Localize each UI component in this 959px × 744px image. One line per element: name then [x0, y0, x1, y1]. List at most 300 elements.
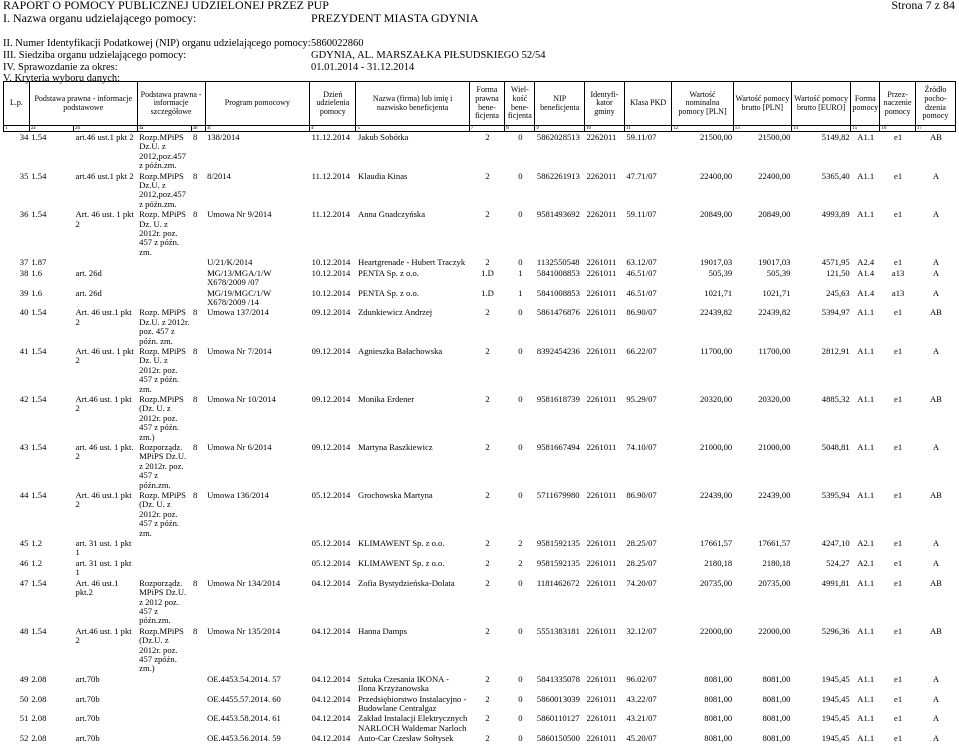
cell-basis-article: Art.46 ust. 1 pkt 2 [74, 626, 138, 674]
cell-nominal: 22439,00 [672, 490, 733, 538]
cell-purpose: e1 [880, 674, 916, 694]
cell-size: 0 [505, 132, 535, 171]
cell-date: 04.12.2014 [310, 733, 356, 743]
cell-gross-eur: 1945,45 [791, 694, 850, 714]
cell-beneficiary: Auto-Car Czesław Sołtysek [356, 733, 469, 743]
cell-beneficiary: Zakład Instalacji Elektrycznych NARLOCH Waldemar Narloch [356, 713, 469, 733]
cell-date: 05.12.2014 [310, 490, 356, 538]
col-num: 10 [585, 126, 625, 132]
col-size: Wiel- kość bene- ficjenta [505, 82, 535, 126]
cell-date: 04.12.2014 [310, 626, 356, 674]
cell-gross-pln: 8081,00 [733, 713, 791, 733]
cell-program: U/21/K/2014 [205, 257, 310, 267]
cell-basis-detail [137, 538, 191, 558]
table-row [4, 626, 956, 674]
cell-aid-form: A1.1 [851, 694, 880, 714]
cell-nominal: 8081,00 [672, 674, 733, 694]
cell-commune: 2261011 [585, 490, 625, 538]
cell-aid-form: A1.4 [851, 268, 880, 288]
cell-basis-code: 1.54 [29, 346, 73, 394]
cell-aid-form: A1.1 [851, 626, 880, 674]
col-purpose: Przez- naczenie pomocy [880, 82, 916, 126]
cell-aid-form: A1.1 [851, 394, 880, 442]
cell-size: 0 [505, 626, 535, 674]
cell-date: 10.12.2014 [310, 288, 356, 308]
cell-size: 0 [505, 307, 535, 346]
cell-gross-pln: 22439,82 [733, 307, 791, 346]
cell-basis-detail-code [191, 558, 205, 578]
cell-legal-form: 2 [469, 733, 505, 743]
cell-beneficiary: KLIMAWENT Sp. z o.o. [356, 558, 469, 578]
cell-basis-code: 1.54 [29, 307, 73, 346]
cell-basis-article: art. 31 ust. 1 pkt 1 [74, 558, 138, 578]
cell-basis-detail: Rozp. MPiPS Dz. U. z 2012r. poz. 457 z późn. zm. [137, 209, 191, 257]
cell-basis-detail: Rozp. MPiPS Dz. U. z 2012r. poz. 457 z późn. zm. [137, 346, 191, 394]
cell-legal-form: 2 [469, 694, 505, 714]
cell-gross-eur: 5394,97 [791, 307, 850, 346]
cell-gross-eur: 5048,81 [791, 442, 850, 490]
cell-beneficiary: Hanna Damps [356, 626, 469, 674]
table-row [4, 674, 956, 694]
cell-basis-detail-code [191, 733, 205, 743]
cell-purpose: e1 [880, 171, 916, 210]
cell-aid-form: A1.1 [851, 209, 880, 257]
cell-purpose: e1 [880, 626, 916, 674]
cell-gross-pln: 8081,00 [733, 694, 791, 714]
col-num: 17 [915, 126, 955, 132]
cell-nominal: 19017,03 [672, 257, 733, 267]
cell-lp: 34 [4, 132, 30, 171]
cell-gross-pln: 22400,00 [733, 171, 791, 210]
cell-nip: 9581618739 [535, 394, 585, 442]
cell-basis-article: Art. 46 ust.1 pkt.2 [74, 578, 138, 626]
cell-beneficiary: Zofia Bystydzieńska-Dolata [356, 578, 469, 626]
cell-size: 2 [505, 538, 535, 558]
col-num: 12 [672, 126, 733, 132]
cell-gross-pln: 22439,00 [733, 490, 791, 538]
cell-gross-pln: 8081,00 [733, 733, 791, 743]
cell-date: 04.12.2014 [310, 694, 356, 714]
cell-nominal: 17661,57 [672, 538, 733, 558]
cell-commune: 2261011 [585, 442, 625, 490]
cell-size: 0 [505, 394, 535, 442]
cell-aid-form: A1.4 [851, 288, 880, 308]
cell-purpose: a13 [880, 288, 916, 308]
cell-nominal: 11700,00 [672, 346, 733, 394]
cell-date: 11.12.2014 [310, 209, 356, 257]
cell-lp: 35 [4, 171, 30, 210]
cell-basis-detail: Rozp.MPiPS (Dz.U. z 2012r. poz. 457 zpóźn. zm.) [137, 626, 191, 674]
cell-legal-form: 2 [469, 307, 505, 346]
cell-basis-code: 1.54 [29, 578, 73, 626]
aid-table [3, 81, 956, 744]
table-row [4, 538, 956, 558]
cell-lp: 51 [4, 713, 30, 733]
cell-program: Umowa 136/2014 [205, 490, 310, 538]
cell-basis-article: Art. 46 ust. 1 pkt 2 [74, 346, 138, 394]
cell-basis-detail-code: 8 [191, 209, 205, 257]
cell-basis-detail: Rozp. MPiPS Dz.U. z 2012r. poz. 457 z późn. zm. [137, 307, 191, 346]
cell-source: AB [915, 578, 955, 626]
cell-basis-detail [137, 733, 191, 743]
cell-basis-detail: Rozp. MPiPS (Dz. U. z 2012r. poz. 457 z późn. zm. [137, 490, 191, 538]
col-pkd: Klasa PKD [624, 82, 671, 126]
cell-program: 8/2014 [205, 171, 310, 210]
cell-gross-pln: 20849,00 [733, 209, 791, 257]
cell-nip: 9581493692 [535, 209, 585, 257]
cell-program: OE.4453.56.2014. 59 [205, 733, 310, 743]
cell-basis-detail-code: 8 [191, 132, 205, 171]
cell-size: 0 [505, 490, 535, 538]
cell-commune: 2261011 [585, 674, 625, 694]
cell-purpose: e1 [880, 257, 916, 267]
cell-beneficiary: Jakub Sobótka [356, 132, 469, 171]
cell-nominal: 22439,82 [672, 307, 733, 346]
cell-basis-code: 1.54 [29, 490, 73, 538]
col-num: 8 [505, 126, 535, 132]
cell-commune: 2261011 [585, 626, 625, 674]
organ-name-label: I. Nazwa organu udzielającego pomocy: [3, 13, 196, 24]
cell-gross-pln: 21000,00 [733, 442, 791, 490]
cell-basis-detail: Rozp.MPiPS (Dz. U. z 2012r. poz. 457 z późn. zm.) [137, 394, 191, 442]
cell-program: Umowa Nr 10/2014 [205, 394, 310, 442]
col-num: 5 [356, 126, 469, 132]
cell-aid-form: A1.1 [851, 442, 880, 490]
cell-beneficiary: Przedsiębiorstwo Instalacyjno - Budowlane Centralgaz [356, 694, 469, 714]
cell-lp: 52 [4, 733, 30, 743]
organ-name-value: PREZYDENT MIASTA GDYNIA [311, 13, 478, 24]
cell-nip: 5862028513 [535, 132, 585, 171]
col-num: 2b [74, 126, 138, 132]
cell-program: 138/2014 [205, 132, 310, 171]
cell-pkd: 43.21/07 [624, 713, 671, 733]
cell-program: MG/19/MGC/1/W X678/2009 /14 [205, 288, 310, 308]
cell-commune: 2261011 [585, 346, 625, 394]
cell-purpose: e1 [880, 442, 916, 490]
cell-gross-eur: 4993,89 [791, 209, 850, 257]
cell-commune: 2261011 [585, 257, 625, 267]
cell-nominal: 20849,00 [672, 209, 733, 257]
cell-beneficiary: Martyna Raszkiewicz [356, 442, 469, 490]
table-row [4, 490, 956, 538]
col-num: 3a [137, 126, 191, 132]
cell-basis-article: art.70b [74, 713, 138, 733]
cell-program: Umowa Nr 6/2014 [205, 442, 310, 490]
cell-nominal: 20735,00 [672, 578, 733, 626]
cell-pkd: 86.90/07 [624, 490, 671, 538]
col-num: 15 [851, 126, 880, 132]
cell-date: 11.12.2014 [310, 132, 356, 171]
cell-basis-code: 1.2 [29, 538, 73, 558]
col-gross-pln: Wartość pomocy brutto [PLN] [733, 82, 791, 126]
cell-commune: 2261011 [585, 578, 625, 626]
cell-basis-article: Art. 46 ust.1 pkt 2 [74, 307, 138, 346]
cell-size: 0 [505, 694, 535, 714]
cell-gross-eur: 4991,81 [791, 578, 850, 626]
cell-basis-detail-code: 8 [191, 394, 205, 442]
cell-purpose: e1 [880, 538, 916, 558]
seat-label: III. Siedziba organu udzielającego pomocy: [3, 50, 186, 61]
cell-pkd: 45.20/07 [624, 733, 671, 743]
cell-basis-detail-code: 8 [191, 346, 205, 394]
cell-lp: 42 [4, 394, 30, 442]
cell-basis-detail-code: 8 [191, 626, 205, 674]
cell-lp: 48 [4, 626, 30, 674]
cell-legal-form: 2 [469, 394, 505, 442]
cell-commune: 2261011 [585, 733, 625, 743]
cell-basis-detail-code: 8 [191, 307, 205, 346]
cell-gross-eur: 2812,91 [791, 346, 850, 394]
cell-nip: 1132550548 [535, 257, 585, 267]
cell-pkd: 74.20/07 [624, 578, 671, 626]
cell-nominal: 1021,71 [672, 288, 733, 308]
table-row [4, 394, 956, 442]
cell-program: Umowa Nr 134/2014 [205, 578, 310, 626]
cell-source: AB [915, 490, 955, 538]
cell-beneficiary: Heartgrenade - Hubert Traczyk [356, 257, 469, 267]
cell-nominal: 8081,00 [672, 694, 733, 714]
cell-lp: 49 [4, 674, 30, 694]
cell-basis-detail-code: 8 [191, 490, 205, 538]
cell-source: AB [915, 394, 955, 442]
cell-basis-article: Art.46 ust. 1 pkt 2 [74, 394, 138, 442]
cell-source: AB [915, 626, 955, 674]
col-num: 14 [791, 126, 850, 132]
col-basis-detail: Podstawa prawna - informacje szczegółowe [137, 82, 205, 126]
col-num: 9 [535, 126, 585, 132]
cell-nominal: 20320,00 [672, 394, 733, 442]
cell-date: 09.12.2014 [310, 394, 356, 442]
col-source: Źródło pocho- dzenia pomocy [915, 82, 955, 126]
cell-beneficiary: Klaudia Kinas [356, 171, 469, 210]
cell-commune: 2261011 [585, 558, 625, 578]
cell-program: Umowa Nr 135/2014 [205, 626, 310, 674]
cell-legal-form: 2 [469, 558, 505, 578]
cell-gross-eur: 5149,82 [791, 132, 850, 171]
cell-lp: 45 [4, 538, 30, 558]
cell-beneficiary: Zdunkiewicz Andrzej [356, 307, 469, 346]
cell-basis-code: 1.54 [29, 209, 73, 257]
col-num: 11 [624, 126, 671, 132]
table-row [4, 268, 956, 288]
cell-basis-detail: Rozporządz. MPiPS Dz.U. z 2012 poz. 457 z późn.zm. [137, 578, 191, 626]
cell-gross-pln: 17661,57 [733, 538, 791, 558]
cell-aid-form: A1.1 [851, 346, 880, 394]
cell-beneficiary: Sztuka Czesania IKONA - Ilona Krzyżanowska [356, 674, 469, 694]
cell-pkd: 59.11/07 [624, 132, 671, 171]
period-value: 01.01.2014 - 31.12.2014 [311, 62, 414, 73]
cell-basis-article: Art. 46 ust.1 pkt 2 [74, 490, 138, 538]
cell-basis-detail-code: 8 [191, 171, 205, 210]
col-num: 2a [29, 126, 73, 132]
cell-nip: 5861476876 [535, 307, 585, 346]
cell-aid-form: A1.1 [851, 674, 880, 694]
cell-basis-detail-code: 8 [191, 442, 205, 490]
cell-basis-detail: Rozporządz. MPiPS Dz.U. z 2012r. poz. 457 z późn.zm. [137, 442, 191, 490]
cell-nip: 1181462672 [535, 578, 585, 626]
cell-program [205, 558, 310, 578]
cell-purpose: e1 [880, 694, 916, 714]
nip-label: II. Numer Identyfikacji Podatkowej (NIP) organu udzielającego pomocy: [3, 38, 311, 49]
cell-nominal: 21000,00 [672, 442, 733, 490]
cell-legal-form: 2 [469, 626, 505, 674]
cell-gross-pln: 8081,00 [733, 674, 791, 694]
cell-lp: 40 [4, 307, 30, 346]
cell-date: 10.12.2014 [310, 257, 356, 267]
cell-purpose: e1 [880, 558, 916, 578]
cell-purpose: e1 [880, 132, 916, 171]
col-nominal: Wartość nominalna pomocy [PLN] [672, 82, 733, 126]
cell-date: 09.12.2014 [310, 442, 356, 490]
cell-basis-detail-code [191, 268, 205, 288]
cell-commune: 2261011 [585, 694, 625, 714]
cell-nip: 5841335078 [535, 674, 585, 694]
cell-gross-eur: 4247,10 [791, 538, 850, 558]
cell-basis-code: 1.6 [29, 288, 73, 308]
cell-basis-code: 2.08 [29, 733, 73, 743]
cell-gross-eur: 4885,32 [791, 394, 850, 442]
table-row [4, 578, 956, 626]
cell-basis-detail-code [191, 538, 205, 558]
col-commune: Identyfi- kator gminy [585, 82, 625, 126]
cell-legal-form: 2 [469, 490, 505, 538]
cell-lp: 37 [4, 257, 30, 267]
cell-source: AB [915, 132, 955, 171]
cell-gross-pln: 19017,03 [733, 257, 791, 267]
cell-nip: 9581592135 [535, 558, 585, 578]
cell-pkd: 74.10/07 [624, 442, 671, 490]
cell-basis-code: 1.6 [29, 268, 73, 288]
cell-beneficiary: Monika Erdener [356, 394, 469, 442]
cell-source: A [915, 257, 955, 267]
cell-pkd: 47.71/07 [624, 171, 671, 210]
cell-basis-detail-code [191, 694, 205, 714]
cell-basis-code: 1.87 [29, 257, 73, 267]
period-label: IV. Sprawozdanie za okres: [3, 62, 118, 73]
cell-basis-article: Art. 46 ust. 1 pkt 2 [74, 209, 138, 257]
cell-pkd: 46.51/07 [624, 268, 671, 288]
cell-basis-article: art.46 ust.1 pkt 2 [74, 132, 138, 171]
cell-pkd: 95.29/07 [624, 394, 671, 442]
nip-value: 5860022860 [311, 38, 364, 49]
cell-nominal: 8081,00 [672, 733, 733, 743]
cell-legal-form: 2 [469, 132, 505, 171]
cell-basis-article: art. 26d [74, 288, 138, 308]
cell-aid-form: A1.1 [851, 733, 880, 743]
cell-basis-code: 1.54 [29, 442, 73, 490]
cell-purpose: e1 [880, 209, 916, 257]
cell-nip: 5860150500 [535, 733, 585, 743]
cell-size: 0 [505, 442, 535, 490]
cell-basis-detail-code [191, 674, 205, 694]
col-num: 4 [310, 126, 356, 132]
cell-legal-form: 2 [469, 578, 505, 626]
cell-basis-article: art. 26d [74, 268, 138, 288]
col-date: Dzień udzielenia pomocy [310, 82, 356, 126]
cell-lp: 36 [4, 209, 30, 257]
col-nip: NIP beneficjenta [535, 82, 585, 126]
cell-program: Umowa Nr 7/2014 [205, 346, 310, 394]
cell-basis-article: art. 46 ust. 1 pkt. 2 [74, 442, 138, 490]
cell-nip: 5551383181 [535, 626, 585, 674]
cell-lp: 50 [4, 694, 30, 714]
cell-aid-form: A1.1 [851, 490, 880, 538]
table-row [4, 558, 956, 578]
cell-nominal: 2180,18 [672, 558, 733, 578]
cell-program: OE.4453.54.2014. 57 [205, 674, 310, 694]
cell-nip: 5841008853 [535, 288, 585, 308]
table-row [4, 346, 956, 394]
cell-purpose: e1 [880, 713, 916, 733]
cell-purpose: e1 [880, 578, 916, 626]
cell-nominal: 505,39 [672, 268, 733, 288]
cell-gross-eur: 5365,40 [791, 171, 850, 210]
cell-aid-form: A1.1 [851, 307, 880, 346]
cell-legal-form: 2 [469, 171, 505, 210]
seat-value: GDYNIA, AL. MARSZAŁKA PIŁSUDSKIEGO 52/54 [311, 50, 546, 61]
cell-basis-detail [137, 257, 191, 267]
cell-basis-detail [137, 674, 191, 694]
cell-gross-pln: 505,39 [733, 268, 791, 288]
cell-lp: 43 [4, 442, 30, 490]
page-number: Strona 7 z 84 [891, 0, 955, 11]
cell-gross-pln: 11700,00 [733, 346, 791, 394]
criteria-label: V. Kryteria wyboru danych: [3, 73, 120, 84]
col-num: 3c [205, 126, 310, 132]
cell-program: MG/13/MGA/1/W X678/2009 /07 [205, 268, 310, 288]
col-program: Program pomocowy [205, 82, 310, 126]
cell-legal-form: 2 [469, 538, 505, 558]
table-row [4, 257, 956, 267]
cell-pkd: 28.25/07 [624, 558, 671, 578]
col-num: 3b [191, 126, 205, 132]
cell-beneficiary: PENTA Sp. z o.o. [356, 288, 469, 308]
cell-gross-pln: 20320,00 [733, 394, 791, 442]
cell-legal-form: 2 [469, 346, 505, 394]
cell-commune: 2262011 [585, 171, 625, 210]
cell-commune: 2261011 [585, 538, 625, 558]
cell-basis-code: 2.08 [29, 713, 73, 733]
col-basis-basic: Podstawa prawna - informacje podstawowe [29, 82, 137, 126]
cell-nip: 9581667494 [535, 442, 585, 490]
cell-basis-code: 2.08 [29, 674, 73, 694]
cell-basis-detail-code [191, 288, 205, 308]
cell-gross-eur: 4571,95 [791, 257, 850, 267]
col-legal-form: Forma prawna bene- ficjenta [469, 82, 505, 126]
cell-source: A [915, 558, 955, 578]
cell-pkd: 59.11/07 [624, 209, 671, 257]
cell-legal-form: 1.D [469, 288, 505, 308]
cell-gross-eur: 524,27 [791, 558, 850, 578]
col-num: 13 [733, 126, 791, 132]
cell-aid-form: A2.1 [851, 538, 880, 558]
col-num: 7 [469, 126, 505, 132]
cell-lp: 47 [4, 578, 30, 626]
cell-source: A [915, 268, 955, 288]
cell-aid-form: A1.1 [851, 578, 880, 626]
cell-nip: 5860013039 [535, 694, 585, 714]
cell-date: 09.12.2014 [310, 307, 356, 346]
col-lp: L.p. [4, 82, 30, 126]
cell-gross-pln: 1021,71 [733, 288, 791, 308]
cell-source: A [915, 442, 955, 490]
cell-beneficiary: PENTA Sp. z o.o. [356, 268, 469, 288]
cell-source: A [915, 288, 955, 308]
cell-source: A [915, 733, 955, 743]
cell-size: 0 [505, 578, 535, 626]
cell-legal-form: 2 [469, 257, 505, 267]
cell-basis-code: 1.54 [29, 171, 73, 210]
